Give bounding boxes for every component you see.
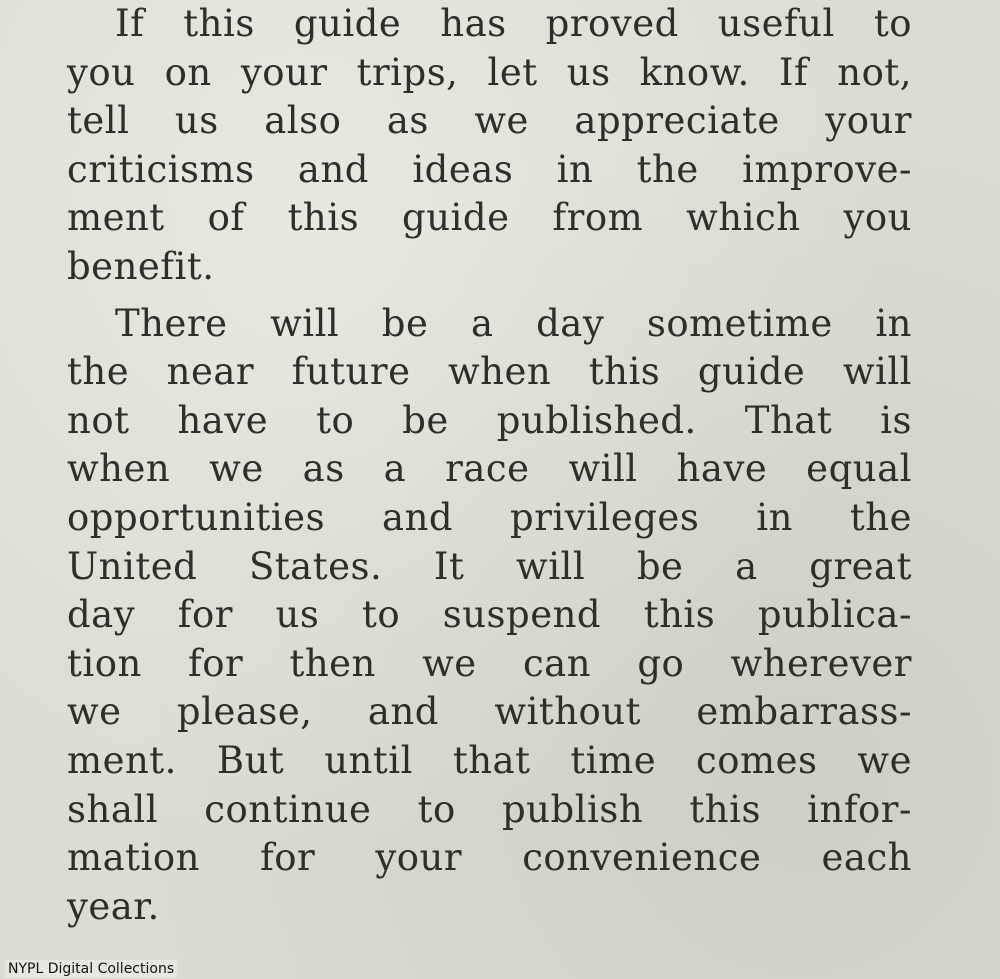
text-line: mation for your convenience each [67, 836, 912, 880]
text-line: shall continue to publish this infor- [67, 787, 912, 831]
text-line: tion for then we can go wherever [67, 641, 912, 685]
text-line: tell us also as we appreciate your [67, 99, 912, 143]
body-text [67, 0, 912, 931]
text-line: the near future when this guide will [67, 350, 912, 394]
text-line: criticisms and ideas in the improve- [67, 147, 912, 191]
paragraph-feedback [67, 0, 912, 292]
text-line: ment. But until that time comes we [67, 738, 912, 782]
paragraph-future-day [67, 300, 912, 932]
text-line: opportunities and privileges in the [67, 495, 912, 539]
text-line: United States. It will be a great [67, 544, 912, 588]
text-line: when we as a race will have equal [67, 447, 912, 491]
text-line: There will be a day sometime in [115, 301, 912, 345]
text-line: year. [67, 884, 160, 928]
text-line: we please, and without embarrass- [67, 690, 912, 734]
text-line: ment of this guide from which you [67, 196, 912, 240]
text-line: benefit. [67, 244, 215, 288]
text-line: day for us to suspend this publica- [67, 593, 912, 637]
text-line: If this guide has proved useful to [115, 2, 912, 45]
text-line: not have to be published. That is [67, 398, 912, 442]
text-line: you on your trips, let us know. If not, [67, 50, 912, 94]
collection-credit: NYPL Digital Collections [5, 960, 177, 978]
